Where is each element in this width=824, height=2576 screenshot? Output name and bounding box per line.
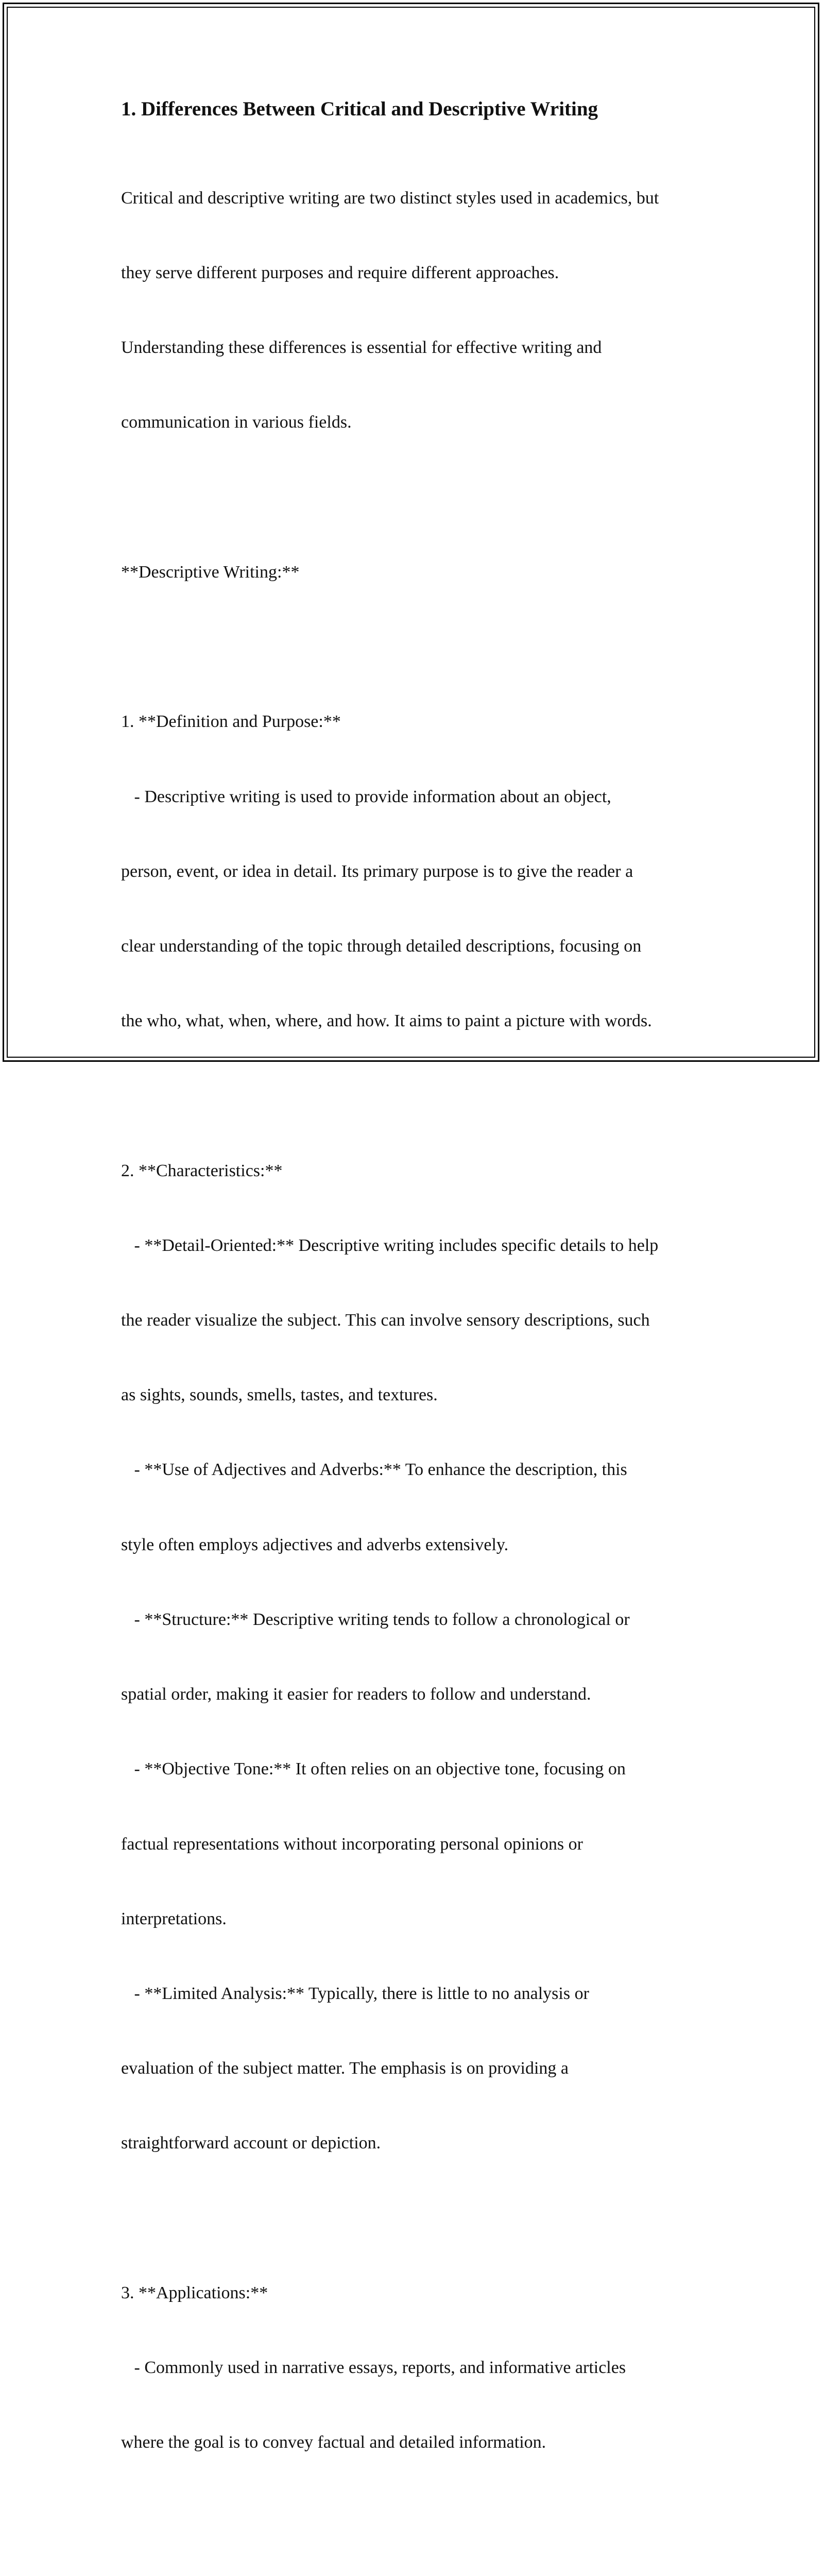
document-body — [121, 96, 708, 2576]
blank-line — [121, 485, 708, 510]
blank-line — [121, 635, 708, 659]
text-line: evaluation of the subject matter. The emphasis is on providing a — [121, 2059, 569, 2078]
blank-line — [121, 1083, 708, 1108]
text-line: - Commonly used in narrative essays, reports, and informative articles — [121, 2358, 626, 2378]
text-line: - **Objective Tone:** It often relies on an objective tone, focusing on — [121, 1759, 626, 1779]
text-line: the who, what, when, where, and how. It aims to paint a picture with words. — [121, 1011, 652, 1031]
text-line: 2. **Characteristics:** — [121, 1161, 283, 1180]
text-line: 1. **Definition and Purpose:** — [121, 712, 341, 732]
text-line: factual representations without incorporating personal opinions or — [121, 1834, 583, 1854]
text-line: - **Detail-Oriented:** Descriptive writing includes specific details to help — [121, 1235, 659, 1255]
text-line: style often employs adjectives and adverbs extensively. — [121, 1535, 509, 1554]
text-line: as sights, sounds, smells, tastes, and textures. — [121, 1385, 438, 1405]
text-line: person, event, or idea in detail. Its primary purpose is to give the reader a — [121, 861, 633, 881]
text-line: they serve different purposes and require different approaches. — [121, 263, 559, 283]
text-line: - **Use of Adjectives and Adverbs:** To enhance the description, this — [121, 1460, 627, 1480]
text-line: straightforward account or depiction. — [121, 2133, 381, 2153]
text-line: - **Limited Analysis:** Typically, there is little to no analysis or — [121, 1984, 589, 2004]
text-line: Understanding these differences is essential for effective writing and — [121, 338, 602, 358]
text-line: the reader visualize the subject. This can involve sensory descriptions, such — [121, 1311, 650, 1330]
text-line: Critical and descriptive writing are two distinct styles used in academics, but — [121, 188, 659, 208]
text-line: communication in various fields. — [121, 413, 352, 432]
document-text — [121, 136, 708, 2576]
text-line: spatial order, making it easier for readers to follow and understand. — [121, 1685, 591, 1704]
text-line: **Descriptive Writing:** — [121, 562, 300, 582]
text-line: where the goal is to convey factual and detailed information. — [121, 2433, 546, 2452]
blank-line — [121, 2505, 708, 2530]
section-heading: 1. Differences Between Critical and Descriptive Writing — [121, 98, 598, 120]
text-line: - Descriptive writing is used to provide information about an object, — [121, 787, 611, 806]
text-line: - **Structure:** Descriptive writing tends to follow a chronological or — [121, 1609, 630, 1629]
text-line: interpretations. — [121, 1909, 227, 1928]
text-line: clear understanding of the topic through detailed descriptions, focusing on — [121, 936, 642, 956]
text-line: 3. **Applications:** — [121, 2283, 268, 2302]
blank-line — [121, 2206, 708, 2231]
